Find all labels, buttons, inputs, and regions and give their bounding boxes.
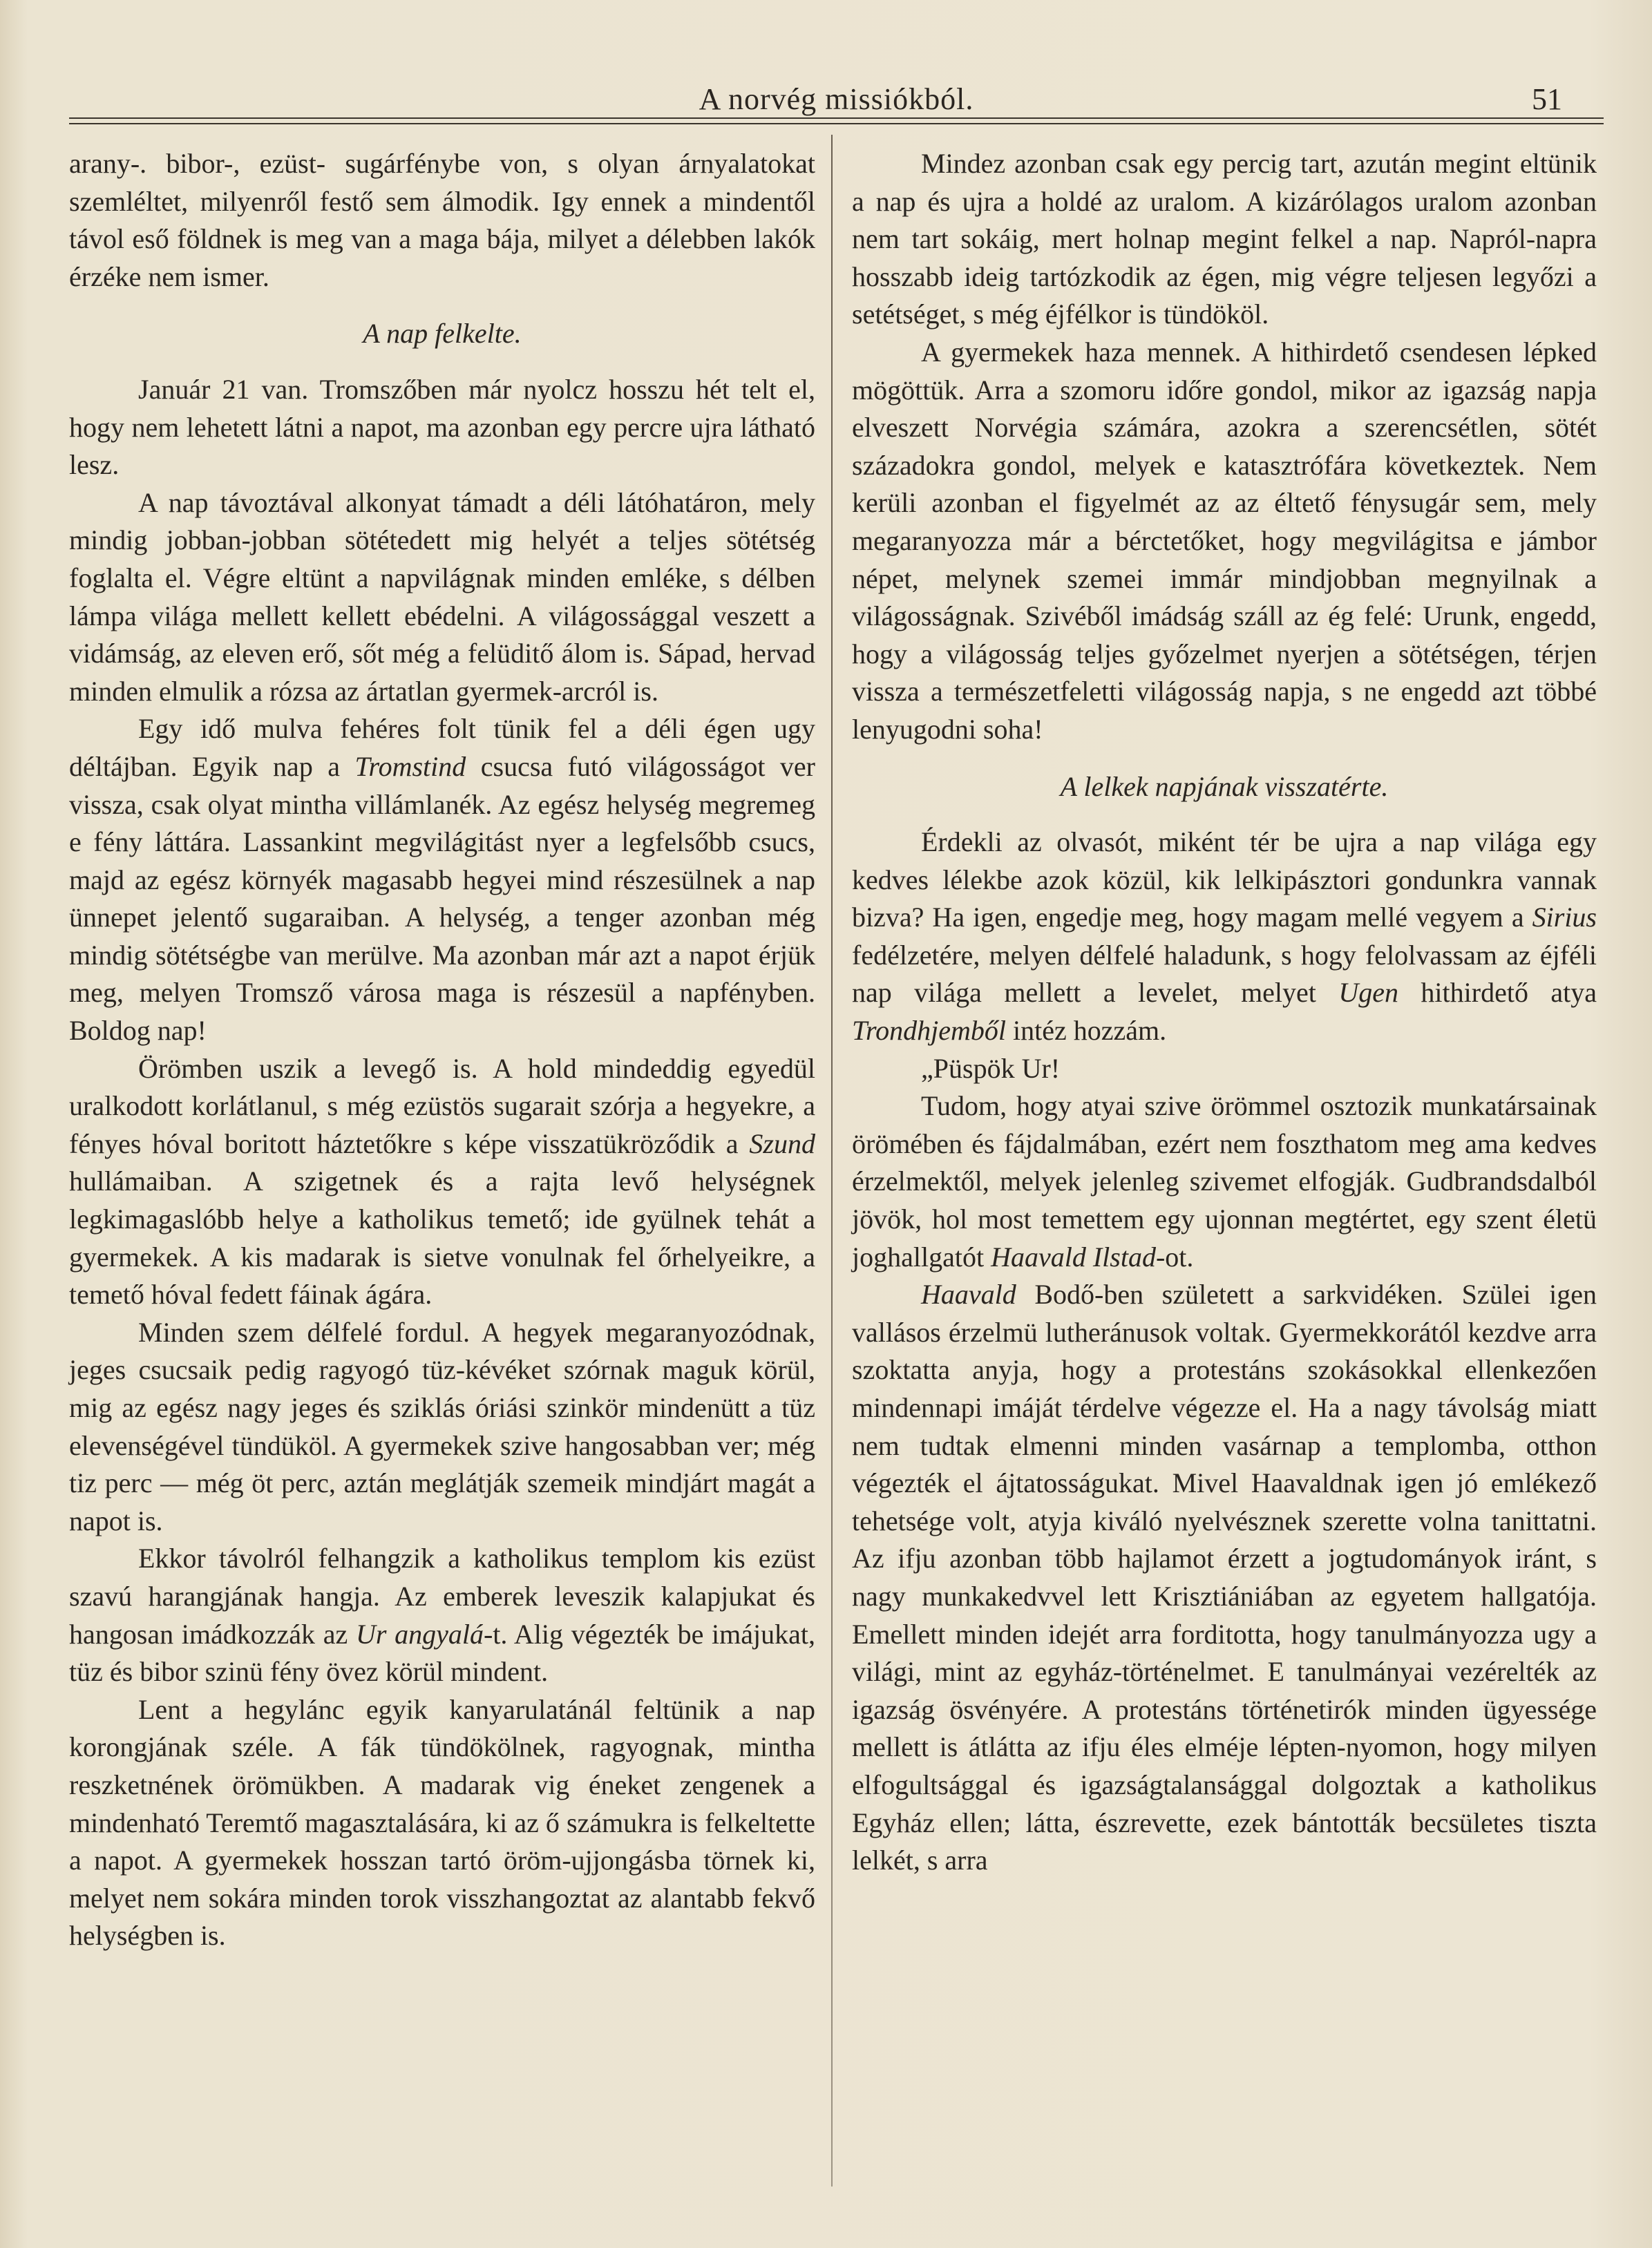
letter-salutation: „Püspök Ur!: [921, 1052, 1061, 1084]
paragraph: arany-. bibor-, ezüst- sugárfénybe von, s olyan árnyalatokat szemléltet, milyenről festő sem álmodik. Igy ennek a mindentől távol eső földnek is meg van a maga bája, milyet a délebben lakók érzéke nem ismer.: [69, 148, 815, 292]
person-name: Haavald Ilstad: [991, 1241, 1156, 1273]
text-run: -t. Alig végezték be imájukat, tüz és bibor szinü fény övez körül mindent.: [69, 1618, 815, 1688]
text-run: hullámaiban. A szigetnek és a rajta levő helységnek legkimagaslóbb helye a katholikus temető; ide gyülnek tehát a gyermekek. A kis madarak is sietve vonulnak fel őrhelyeikre, a temető hóval fedett fáinak ágára.: [69, 1165, 815, 1311]
section-heading: A lelkek napjának visszatérte.: [1060, 770, 1389, 802]
right-column: [852, 145, 1597, 1880]
paragraph: [852, 1087, 1597, 1276]
ship-name: Sirius: [1532, 902, 1597, 933]
left-column: [69, 145, 815, 1955]
text-run: fedélzetére, melyen délfelé haladunk, s hogy felolvassam az éjféli nap világa mellett a levelet, melyet: [852, 939, 1597, 1009]
running-header: [69, 69, 1604, 124]
paragraph: [852, 823, 1597, 1050]
paragraph: [852, 1276, 1597, 1880]
running-title: A norvég missiókból.: [699, 82, 974, 116]
text-run: Egy idő mulva fehéres folt tünik fel a déli égen ugy déltájban. Egyik nap a: [69, 713, 815, 782]
paragraph: Minden szem délfelé fordul. A hegyek megaranyozódnak, jeges csucsaik pedig ragyogó tüz-kévéket szórnak maguk körül, mig az egész nagy jeges és sziklás óriási szinkör mindenütt a tüz elevenségével tündüköl. A gyermekek szive hangosabban ver; még tiz perc — még öt perc, aztán meglátják szemeik mindjárt magát a napot is.: [69, 1316, 815, 1536]
header-rule: [69, 123, 1604, 124]
text-run: Örömben uszik a levegő is. A hold mindeddig egyedül uralkodott korlátlanul, s még ezüstös sugarait szórja a hegyekre, a fényes hóval boritott háztetőkre s képe visszatükröződik a: [69, 1052, 815, 1159]
paragraph: [69, 1540, 815, 1690]
place-name: Szund: [749, 1127, 815, 1159]
person-name: Haavald: [921, 1279, 1016, 1311]
text-run: Ekkor távolról felhangzik a katholikus templom kis ezüst szavú harangjának hangja. Az emberek leveszik kalapjukat és hangosan imádkozzák az: [69, 1543, 815, 1650]
paragraph: A nap távoztával alkonyat támadt a déli látóhatáron, mely mindig jobban-jobban sötétedett mig helyét a teljes sötétség foglalta el. Végre eltünt a napvilágnak minden emléke, s délben lámpa világa mellett kellett ebédelni. A világossággal veszett a vidámság, az eleven erő, sőt még a felüditő álom is. Sápad, hervad minden elmulik a rózsa az ártatlan gyermek-arcról is.: [69, 486, 815, 707]
text-run: csucsa futó világosságot ver vissza, csak olyat mintha villámlanék. Az egész helység megremeg e fény láttára. Lassankint megvilágitást nyer a legfelsőbb csucs, majd az egész környék magasabb hegyei mind részesülnek a nap ünnepet jelentő sugaraiban. A helység, a tenger azonban még mindig sötétségbe van merülve. Ma azonban már azt a napot érjük meg, melyen Tromsző városa maga is részesül a napfényben. Boldog nap!: [69, 750, 815, 1047]
text-run: Bodő-ben született a sarkvidéken. Szülei igen vallásos érzelmü lutheránusok voltak. Gyermekkorától kezdve arra szoktatta anyja, hogy a protestáns szokásokkal ellenkezően mindennapi imáját térdelve végezze el. Ha a nagy távolság miatt nem tudtak elmenni minden vasárnap a templomba, otthon végezték el ájtatosságukat. Mivel Haavaldnak igen jó emlékező tehetsége volt, atyja kiváló nyelvésznek szerette volna tanittatni. Az ifju azonban több hajlamot érzett a jogtudományok iránt, s nagy munkakedvvel lett Krisztiániában az egyetem hallgatója. Emellett minden idejét arra forditotta, hogy tanulmányozza ugy a világi, mint az egyház-történelmet. E tanulmányai vezérelték az igazság ösvényére. A protestáns történetirók minden ügyessége mellett is átlátta az ifju éles elméje lépten-nyomon, hogy milyen elfogultsággal és igazságtalansággal dolgoztak a katholikus Egyház ellen; látta, észrevette, ezek bántották becsületes tiszta lelkét, s arra: [852, 1279, 1597, 1876]
paragraph: Lent a hegylánc egyik kanyarulatánál feltünik a nap korongjának széle. A fák tündökölnek, ragyognak, mintha reszketnének örömükben. A madarak vig éneket zengenek a mindenható Teremtő magasztalására, ki az ő számukra is felkeltette a napot. A gyermekek hosszan tartó öröm-ujjongásba törnek ki, melyet nem sokára minden torok visszhangoztat az alantabb fekvő helységben is.: [69, 1693, 815, 1952]
prayer-name: Ur angyalá: [355, 1618, 484, 1650]
paragraph: Mindez azonban csak egy percig tart, azután megint eltünik a nap és ujra a holdé az uralom. A kizárólagos uralom azonban nem tart sokáig, mert holnap megint felkel a nap. Napról-napra hosszabb ideig tartózkodik az égen, mig végre teljesen legyőzi a setétséget, s még éjfélkor is tündököl.: [852, 148, 1597, 330]
text-run: intéz hozzám.: [1006, 1015, 1167, 1047]
place-name: Tromstind: [354, 750, 466, 782]
paragraph: A gyermekek haza mennek. A hithirdető csendesen lépked mögöttük. Arra a szomoru időre gondol, mikor az igazság napja elveszett Norvégia számára, azokra a szerencsétlen, sötét századokra gondol, melyek e katasztrófára következtek. Nem kerüli azonban el figyelmét az az éltető fénysugár sem, mely megaranyozza már a bérctetőket, hogy megvilágitsa e jámbor népet, melynek szemei immár mindjobban megnyilnak a világosságnak. Szivéből imádság száll az ég felé: Urunk, engedd, hogy a világosság teljes győzelmet nyerjen a sötétségen, térjen vissza a természetfeletti világosság napja, s ne engedd azt többé lenyugodni soha!: [852, 336, 1597, 745]
paragraph: [69, 1050, 815, 1314]
place-name: Trondhjemből: [852, 1015, 1006, 1047]
section-heading: A nap felkelte.: [363, 318, 522, 350]
text-run: Tudom, hogy atyai szive örömmel osztozik munkatársainak örömében és fájdalmában, ezért nem foszthatom meg ama kedves érzelmektől, melyek jelenleg szivemet elfogják. Gudbrandsdalból jövök, hol most temettem egy ujonnan megtértet, egy szent életü joghallgatót: [852, 1090, 1597, 1273]
paragraph: [69, 710, 815, 1049]
person-name: Ugen: [1338, 977, 1398, 1009]
text-run: Érdekli az olvasót, miként tér be ujra a nap világa egy kedves lélekbe azok közül, kik lelkipásztori gondunkra vannak bizva? Ha igen, engedje meg, hogy magam mellé vegyem a: [852, 826, 1597, 933]
header-rule: [69, 117, 1604, 119]
paragraph: Január 21 van. Tromszőben már nyolcz hosszu hét telt el, hogy nem lehetett látni a napot, ma azonban egy percre ujra látható lesz.: [69, 373, 815, 481]
text-run: -ot.: [1155, 1241, 1194, 1273]
column-divider: [831, 135, 833, 2187]
text-run: hithirdető atya: [1398, 977, 1597, 1009]
page-number: 51: [1532, 82, 1562, 116]
